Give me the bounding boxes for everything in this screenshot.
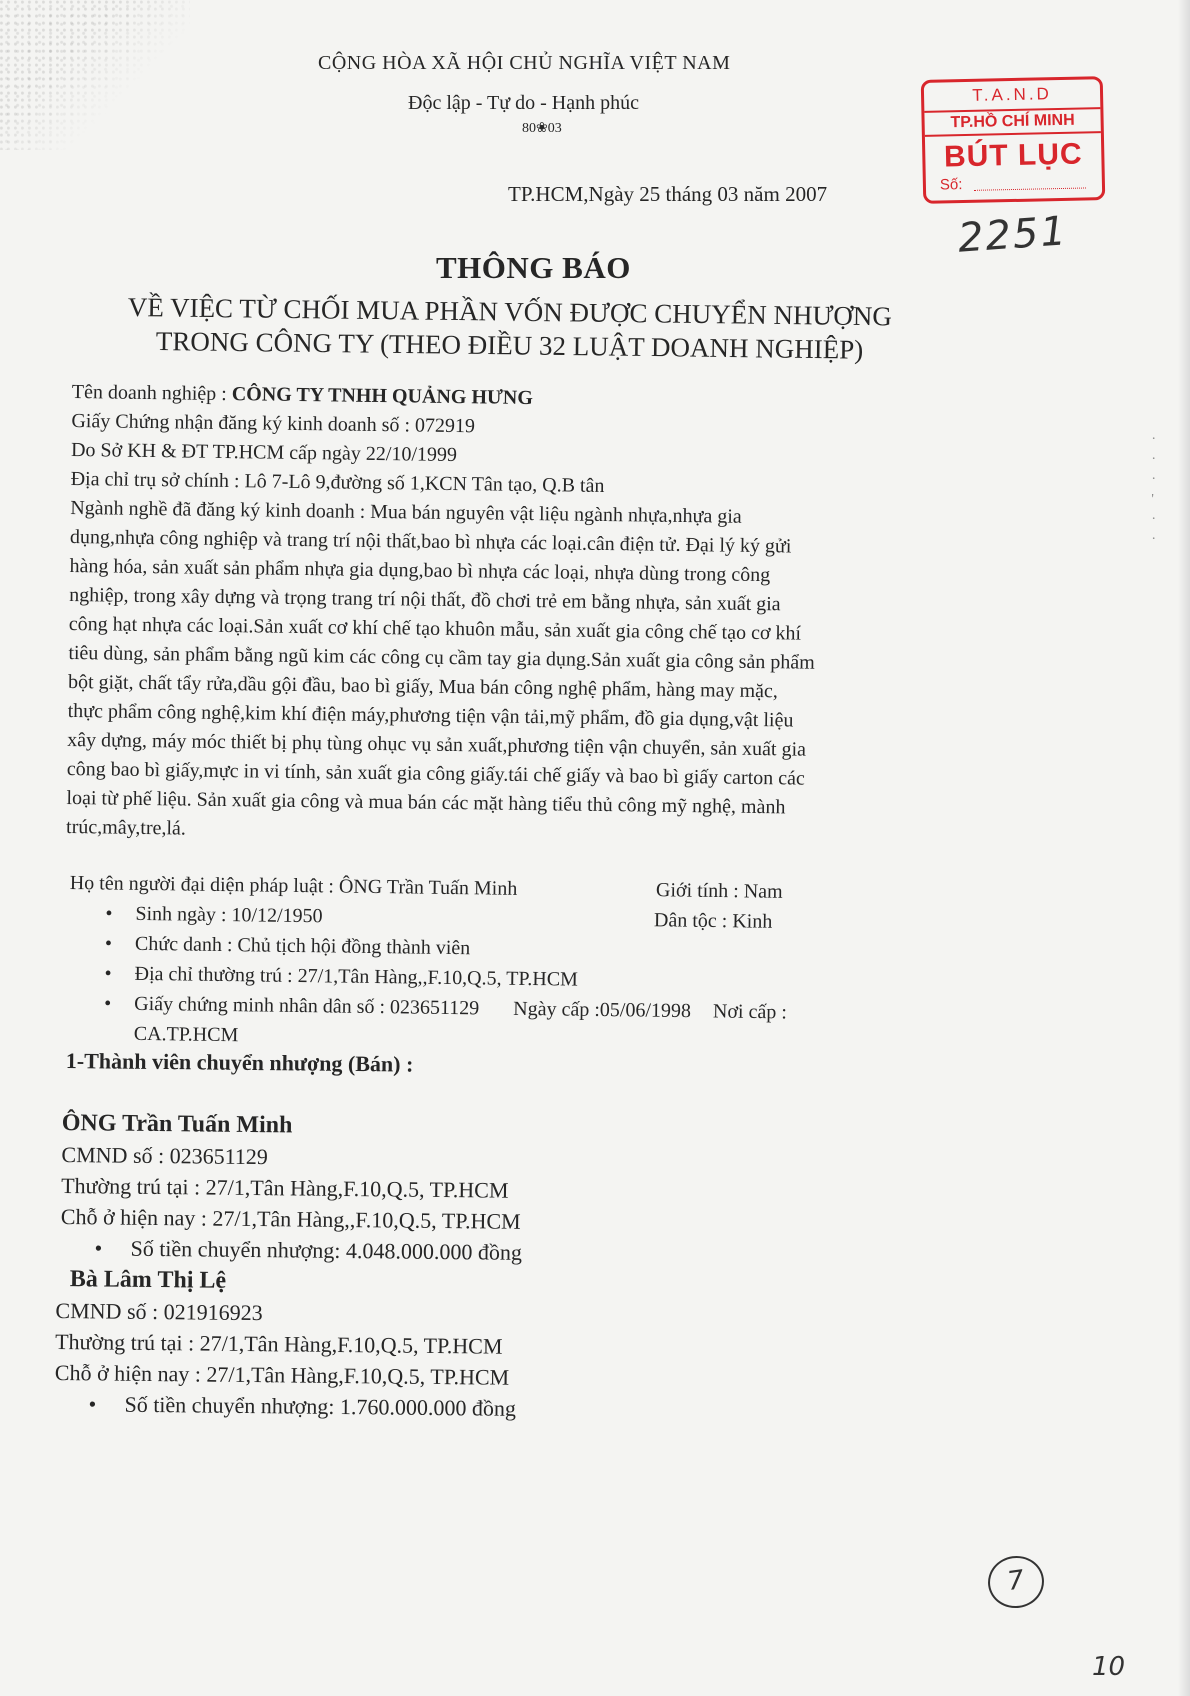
member-current-address: Chỗ ở hiện nay : 27/1,Tân Hàng,,F.10,Q.5, TP.HCM	[60, 1203, 521, 1234]
id-issued-place: CA.TP.HCM	[133, 1022, 239, 1047]
handwritten-circled-number: 7	[985, 1552, 1048, 1611]
document-title: THÔNG BÁO	[436, 250, 631, 285]
member-permanent-address: Thường trú tại : 27/1,Tân Hàng,F.10,Q.5, TP.HCM	[55, 1328, 503, 1359]
business-line: trúc,mây,tre,lá.	[65, 815, 187, 840]
scan-noise	[0, 0, 190, 150]
representative-ethnicity: Dân tộc : Kinh	[653, 909, 773, 933]
ornament: 80❀03	[522, 121, 562, 136]
business-line: thực phẩm công nghệ,kim khí điện máy,phương tiện vận tải,mỹ phẩm, đồ gia dụng,vật liệu	[67, 699, 794, 732]
representative-residence: • Địa chỉ thường trú : 27/1,Tân Hàng,,F.10,Q.5, TP.HCM	[68, 958, 968, 1000]
representative-position: • Chức danh : Chủ tịch hội đồng thành viên	[69, 928, 969, 970]
business-line: xây dựng, máy móc thiết bị phụ tùng ohục vụ sản xuất,phương tiện vận chuyển, sản xuất gia	[67, 728, 807, 761]
handwritten-page-number: 10	[1092, 1652, 1126, 1682]
business-line: hàng hóa, sản xuất sản phẩm nhựa gia dụng,bao bì nhựa các loại, nhựa dùng trong công	[69, 554, 771, 587]
business-line: công hạt nhựa các loại.Sản xuất cơ khí chế tạo khuôn mẫu, sản xuất gia công chế tạo cơ khí	[68, 612, 802, 645]
stamp-line3: BÚT LỤC	[943, 137, 1083, 174]
license-issuer: Do Sở KH & ĐT TP.HCM cấp ngày 22/10/1999	[70, 438, 458, 467]
member-id: CMND số : 023651129	[61, 1141, 269, 1170]
stamp-number-line	[974, 187, 1086, 190]
document-subtitle-1: VỀ VIỆC TỪ CHỐI MUA PHẦN VỐN ĐƯỢC CHUYỂN NHƯỢNG	[127, 292, 893, 332]
business-line: Ngành nghề đã đăng ký kinh doanh : Mua bán nguyên vật liệu ngành nhựa,nhựa gia	[70, 496, 742, 528]
id-issued-date: Ngày cấp :05/06/1998	[513, 997, 692, 1023]
court-stamp	[921, 76, 1106, 204]
business-line: dụng,nhựa công nghiệp và trang trí nội thất,bao bì nhựa các loại.cân điện tử. Đại lý ký gửi	[69, 525, 792, 558]
handwritten-number: 2251	[956, 208, 1070, 262]
national-motto: Độc lập - Tự do - Hạnh phúc	[408, 92, 639, 114]
member-name: ÔNG Trần Tuấn Minh	[61, 1109, 293, 1139]
business-line: công bao bì giấy,mực in vi tính, sản xuất gia công giấy.tái chế giấy và bao bì giấy carton các	[66, 757, 805, 790]
member-name: Bà Lâm Thị Lệ	[69, 1266, 227, 1294]
member-card	[54, 1264, 517, 1424]
scan-edge	[1178, 0, 1190, 1696]
business-lines	[66, 494, 962, 854]
national-title: CỘNG HÒA XÃ HỘI CHỦ NGHĨA VIỆT NAM	[318, 52, 731, 74]
representative-gender: Giới tính : Nam	[655, 879, 783, 903]
business-line: bột giặt, chất tẩy rửa,dầu gội đầu, bao bì giấy, Mua bán công nghệ phẩm, hàng may mặc,	[67, 670, 779, 703]
company-name: CÔNG TY TNHH QUẢNG HƯNG	[231, 383, 534, 410]
business-line: tiêu dùng, sản phẩm bằng ngũ kim các công cụ cầm tay gia dụng.Sản xuất gia công sản phẩm	[68, 641, 815, 674]
representative-birth: • Sinh ngày : 10/12/1950	[69, 898, 969, 940]
document-subtitle-2: TRONG CÔNG TY (THEO ĐIỀU 32 LUẬT DOANH NGHIỆP)	[155, 326, 864, 365]
representative-name: Họ tên người đại diện pháp luật : ÔNG Trần Tuấn Minh	[69, 871, 518, 900]
member-amount: • Số tiền chuyển nhượng: 4.048.000.000 đồng	[60, 1232, 522, 1268]
stamp-number-label: Số:	[939, 176, 963, 194]
company-address: Địa chỉ trụ sở chính : Lô 7-Lô 9,đường số 1,KCN Tân tạo, Q.B tân	[70, 467, 605, 497]
member-amount: • Số tiền chuyển nhượng: 1.760.000.000 đồng	[54, 1388, 516, 1424]
member-card	[60, 1108, 523, 1268]
margin-marks: · · · ' · ·	[1151, 432, 1156, 547]
company-info	[66, 378, 964, 854]
id-issued-place-label: Nơi cấp :	[712, 1000, 788, 1024]
member-permanent-address: Thường trú tại : 27/1,Tân Hàng,F.10,Q.5, TP.HCM	[61, 1172, 509, 1203]
business-license: Giấy Chứng nhận đăng ký kinh doanh số : 072919	[71, 409, 476, 438]
business-line: loại từ phế liệu. Sản xuất gia công và mua bán các mặt hàng tiểu thủ công mỹ nghệ, mành	[66, 786, 786, 819]
document-date: TP.HCM,Ngày 25 tháng 03 năm 2007	[508, 182, 828, 206]
id-card-number: Giấy chứng minh nhân dân số : 023651129	[134, 992, 480, 1020]
member-current-address: Chỗ ở hiện nay : 27/1,Tân Hàng,F.10,Q.5, TP.HCM	[54, 1359, 510, 1390]
section-title: 1-Thành viên chuyển nhượng (Bán) :	[65, 1048, 414, 1077]
business-line: nghiệp, trong xây dựng và trọng trang trí nội thất, đồ chơi trẻ em bằng nhựa, sản xuất gia	[69, 583, 781, 616]
stamp-line1: T.A.N.D	[972, 84, 1053, 105]
legal-representative	[68, 868, 970, 1060]
stamp-line2: TP.HỒ CHÍ MINH	[924, 107, 1101, 137]
company-name-label: Tên doanh nghiệp :	[71, 380, 232, 406]
member-id: CMND số : 021916923	[55, 1297, 263, 1326]
